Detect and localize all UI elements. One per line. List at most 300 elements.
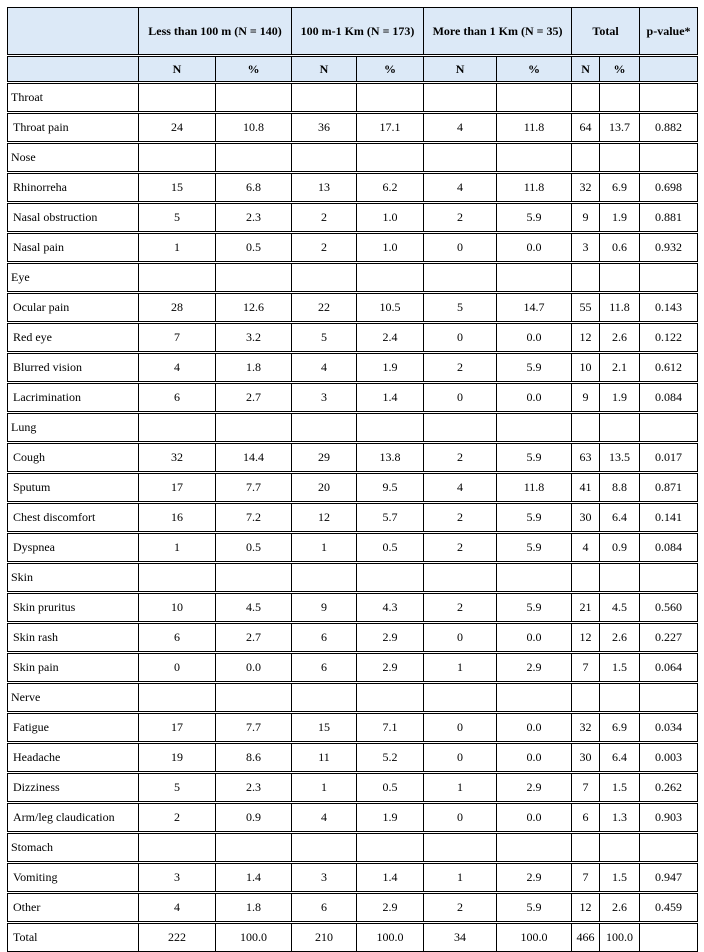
table-cell: 6.4 bbox=[600, 743, 640, 773]
header-p-value: p-value* bbox=[640, 8, 698, 56]
table-cell: 8.8 bbox=[600, 473, 640, 503]
symptoms-table bbox=[7, 7, 698, 952]
p-value-cell: 0.227 bbox=[640, 623, 698, 653]
p-value-cell: 0.612 bbox=[640, 353, 698, 383]
table-cell: 1.4 bbox=[357, 863, 424, 893]
table-cell bbox=[292, 833, 357, 863]
table-cell: 5.9 bbox=[497, 443, 572, 473]
table-cell: 3.2 bbox=[216, 323, 292, 353]
row-label: Skin pain bbox=[8, 653, 139, 683]
table-cell: 2 bbox=[424, 353, 497, 383]
header-group-less-100m: Less than 100 m (N = 140) bbox=[139, 8, 292, 56]
table-cell bbox=[497, 833, 572, 863]
table-cell: 9 bbox=[572, 203, 600, 233]
subheader-percent: % bbox=[216, 56, 292, 83]
table-cell bbox=[216, 683, 292, 713]
table-cell: 5.2 bbox=[357, 743, 424, 773]
header-group-100m-1km: 100 m-1 Km (N = 173) bbox=[292, 8, 424, 56]
table-row bbox=[8, 323, 698, 353]
row-label: Red eye bbox=[8, 323, 139, 353]
p-value-cell bbox=[640, 413, 698, 443]
table-cell bbox=[572, 563, 600, 593]
table-cell: 0.5 bbox=[216, 233, 292, 263]
table-cell: 5.7 bbox=[357, 503, 424, 533]
subheader-n: N bbox=[139, 56, 216, 83]
table-row bbox=[8, 653, 698, 683]
table-cell: 5 bbox=[292, 323, 357, 353]
table-cell: 34 bbox=[424, 923, 497, 952]
section-label: Nerve bbox=[8, 683, 139, 713]
p-value-cell: 0.947 bbox=[640, 863, 698, 893]
table-cell: 1.0 bbox=[357, 233, 424, 263]
table-cell: 11.8 bbox=[497, 173, 572, 203]
subheader-percent: % bbox=[497, 56, 572, 83]
table-cell: 6.9 bbox=[600, 713, 640, 743]
row-label: Lacrimination bbox=[8, 383, 139, 413]
table-cell: 0 bbox=[424, 323, 497, 353]
table-cell: 2.1 bbox=[600, 353, 640, 383]
table-cell: 1 bbox=[292, 773, 357, 803]
table-cell: 2.9 bbox=[357, 623, 424, 653]
table-cell: 0.5 bbox=[357, 773, 424, 803]
header-group-more-1km: More than 1 Km (N = 35) bbox=[424, 8, 572, 56]
p-value-cell: 0.064 bbox=[640, 653, 698, 683]
table-row bbox=[8, 383, 698, 413]
table-row bbox=[8, 503, 698, 533]
table-cell bbox=[139, 413, 216, 443]
table-row bbox=[8, 893, 698, 923]
table-cell: 10 bbox=[572, 353, 600, 383]
table-cell: 0 bbox=[424, 803, 497, 833]
table-cell: 2 bbox=[292, 203, 357, 233]
table-cell: 7.2 bbox=[216, 503, 292, 533]
table-row bbox=[8, 743, 698, 773]
table-cell bbox=[216, 413, 292, 443]
header-label-cell bbox=[8, 8, 139, 56]
table-cell bbox=[424, 413, 497, 443]
table-cell: 20 bbox=[292, 473, 357, 503]
table-cell: 0.9 bbox=[216, 803, 292, 833]
table-cell: 100.0 bbox=[216, 923, 292, 952]
table-cell: 2.9 bbox=[357, 653, 424, 683]
total-row bbox=[8, 923, 698, 952]
table-cell: 1.4 bbox=[357, 383, 424, 413]
subheader-percent: % bbox=[357, 56, 424, 83]
table-cell: 30 bbox=[572, 503, 600, 533]
p-value-cell: 0.262 bbox=[640, 773, 698, 803]
row-label: Arm/leg claudication bbox=[8, 803, 139, 833]
table-cell bbox=[497, 143, 572, 173]
table-cell: 1.9 bbox=[600, 383, 640, 413]
table-cell bbox=[572, 833, 600, 863]
table-cell: 5 bbox=[139, 203, 216, 233]
p-value-cell: 0.698 bbox=[640, 173, 698, 203]
table-cell: 30 bbox=[572, 743, 600, 773]
table-cell: 0.0 bbox=[497, 713, 572, 743]
table-row bbox=[8, 593, 698, 623]
table-cell: 0.9 bbox=[600, 533, 640, 563]
table-cell: 2 bbox=[424, 443, 497, 473]
table-cell: 6 bbox=[292, 623, 357, 653]
table-cell: 2 bbox=[424, 593, 497, 623]
row-label: Fatigue bbox=[8, 713, 139, 743]
table-cell bbox=[424, 263, 497, 293]
table-cell: 16 bbox=[139, 503, 216, 533]
p-value-cell: 0.034 bbox=[640, 713, 698, 743]
table-cell: 13.7 bbox=[600, 113, 640, 143]
p-value-cell: 0.932 bbox=[640, 233, 698, 263]
table-cell: 0 bbox=[424, 233, 497, 263]
table-cell bbox=[357, 143, 424, 173]
header-row-subcolumns bbox=[8, 56, 698, 83]
section-row bbox=[8, 83, 698, 113]
table-cell: 13.5 bbox=[600, 443, 640, 473]
table-cell bbox=[497, 83, 572, 113]
table-cell bbox=[497, 563, 572, 593]
table-cell: 0 bbox=[424, 623, 497, 653]
table-cell: 4.5 bbox=[600, 593, 640, 623]
table-cell: 6.2 bbox=[357, 173, 424, 203]
table-cell bbox=[216, 563, 292, 593]
table-row bbox=[8, 773, 698, 803]
table-cell: 7 bbox=[139, 323, 216, 353]
table-cell: 2.6 bbox=[600, 323, 640, 353]
subheader-n: N bbox=[572, 56, 600, 83]
section-label: Throat bbox=[8, 83, 139, 113]
p-value-cell bbox=[640, 143, 698, 173]
table-cell: 1.8 bbox=[216, 893, 292, 923]
row-label: Blurred vision bbox=[8, 353, 139, 383]
table-cell: 0.0 bbox=[216, 653, 292, 683]
table-cell: 15 bbox=[292, 713, 357, 743]
row-label: Throat pain bbox=[8, 113, 139, 143]
table-cell bbox=[357, 563, 424, 593]
table-cell: 0.0 bbox=[497, 383, 572, 413]
section-row bbox=[8, 833, 698, 863]
table-cell: 12 bbox=[572, 893, 600, 923]
row-label: Nasal pain bbox=[8, 233, 139, 263]
table-cell bbox=[357, 83, 424, 113]
table-cell bbox=[497, 683, 572, 713]
table-row bbox=[8, 233, 698, 263]
table-cell: 7.7 bbox=[216, 713, 292, 743]
row-label: Skin rash bbox=[8, 623, 139, 653]
table-cell: 4 bbox=[139, 353, 216, 383]
table-cell: 22 bbox=[292, 293, 357, 323]
table-row bbox=[8, 803, 698, 833]
table-cell: 7 bbox=[572, 773, 600, 803]
table-cell: 2.3 bbox=[216, 773, 292, 803]
table-cell: 32 bbox=[572, 173, 600, 203]
table-cell: 3 bbox=[572, 233, 600, 263]
section-label: Nose bbox=[8, 143, 139, 173]
row-label: Dizziness bbox=[8, 773, 139, 803]
table-cell: 0.5 bbox=[216, 533, 292, 563]
table-cell: 12 bbox=[572, 623, 600, 653]
table-cell: 0.5 bbox=[357, 533, 424, 563]
table-cell: 14.4 bbox=[216, 443, 292, 473]
p-value-cell bbox=[640, 833, 698, 863]
table-cell: 4 bbox=[292, 803, 357, 833]
table-cell: 2 bbox=[424, 893, 497, 923]
table-cell: 6.8 bbox=[216, 173, 292, 203]
p-value-cell bbox=[640, 83, 698, 113]
section-label: Eye bbox=[8, 263, 139, 293]
table-cell: 100.0 bbox=[357, 923, 424, 952]
table-cell: 5.9 bbox=[497, 893, 572, 923]
row-label: Headache bbox=[8, 743, 139, 773]
table-cell: 1 bbox=[424, 773, 497, 803]
table-row bbox=[8, 623, 698, 653]
table-cell bbox=[357, 683, 424, 713]
p-value-cell bbox=[640, 263, 698, 293]
table-cell: 41 bbox=[572, 473, 600, 503]
row-label: Ocular pain bbox=[8, 293, 139, 323]
table-cell: 7 bbox=[572, 653, 600, 683]
table-row bbox=[8, 173, 698, 203]
row-label: Dyspnea bbox=[8, 533, 139, 563]
table-cell: 36 bbox=[292, 113, 357, 143]
table-cell: 10.5 bbox=[357, 293, 424, 323]
table-cell: 6 bbox=[139, 623, 216, 653]
table-cell bbox=[357, 263, 424, 293]
table-cell bbox=[600, 413, 640, 443]
table-cell: 1 bbox=[424, 653, 497, 683]
table-cell: 2 bbox=[424, 533, 497, 563]
table-cell: 32 bbox=[139, 443, 216, 473]
table-cell bbox=[600, 143, 640, 173]
table-cell: 3 bbox=[292, 383, 357, 413]
table-cell: 0.0 bbox=[497, 233, 572, 263]
table-cell bbox=[292, 263, 357, 293]
table-cell: 4 bbox=[292, 353, 357, 383]
table-cell: 24 bbox=[139, 113, 216, 143]
table-cell bbox=[600, 83, 640, 113]
table-cell bbox=[424, 83, 497, 113]
header-group-total: Total bbox=[572, 8, 640, 56]
table-cell: 1 bbox=[424, 863, 497, 893]
table-cell bbox=[357, 413, 424, 443]
table-cell bbox=[357, 833, 424, 863]
table-cell bbox=[572, 413, 600, 443]
table-cell bbox=[139, 563, 216, 593]
table-cell: 1.9 bbox=[600, 203, 640, 233]
table-cell: 1 bbox=[139, 533, 216, 563]
table-cell: 4.5 bbox=[216, 593, 292, 623]
p-value-cell: 0.871 bbox=[640, 473, 698, 503]
table-cell bbox=[139, 83, 216, 113]
section-label: Skin bbox=[8, 563, 139, 593]
row-label: Other bbox=[8, 893, 139, 923]
table-cell bbox=[424, 683, 497, 713]
table-cell: 100.0 bbox=[600, 923, 640, 952]
table-cell: 19 bbox=[139, 743, 216, 773]
table-cell bbox=[424, 833, 497, 863]
table-cell bbox=[600, 263, 640, 293]
table-cell: 210 bbox=[292, 923, 357, 952]
table-cell: 2.9 bbox=[357, 893, 424, 923]
table-cell: 5 bbox=[424, 293, 497, 323]
table-cell: 0.6 bbox=[600, 233, 640, 263]
table-cell: 4 bbox=[424, 173, 497, 203]
table-cell: 1 bbox=[139, 233, 216, 263]
table-cell: 6 bbox=[572, 803, 600, 833]
p-value-cell: 0.084 bbox=[640, 533, 698, 563]
table-cell: 5.9 bbox=[497, 533, 572, 563]
table-row bbox=[8, 443, 698, 473]
p-value-cell: 0.003 bbox=[640, 743, 698, 773]
table-cell: 0.0 bbox=[497, 323, 572, 353]
table-cell: 9 bbox=[572, 383, 600, 413]
table-cell: 2 bbox=[139, 803, 216, 833]
table-cell bbox=[139, 683, 216, 713]
table-cell bbox=[497, 263, 572, 293]
row-label: Nasal obstruction bbox=[8, 203, 139, 233]
table-cell: 100.0 bbox=[497, 923, 572, 952]
table-cell: 11.8 bbox=[600, 293, 640, 323]
table-cell: 2 bbox=[292, 233, 357, 263]
table-cell: 0 bbox=[424, 713, 497, 743]
table-cell bbox=[292, 83, 357, 113]
table-cell: 11 bbox=[292, 743, 357, 773]
table-cell: 17 bbox=[139, 713, 216, 743]
table-cell: 1.0 bbox=[357, 203, 424, 233]
table-cell: 2.4 bbox=[357, 323, 424, 353]
table-cell: 5.9 bbox=[497, 203, 572, 233]
table-cell: 13 bbox=[292, 173, 357, 203]
table-cell: 4 bbox=[424, 473, 497, 503]
section-row bbox=[8, 683, 698, 713]
table-cell: 10.8 bbox=[216, 113, 292, 143]
table-cell: 7.1 bbox=[357, 713, 424, 743]
table-cell bbox=[572, 683, 600, 713]
p-value-cell: 0.143 bbox=[640, 293, 698, 323]
table-cell: 6.9 bbox=[600, 173, 640, 203]
p-value-cell: 0.882 bbox=[640, 113, 698, 143]
p-value-cell: 0.560 bbox=[640, 593, 698, 623]
table-cell: 7 bbox=[572, 863, 600, 893]
row-label: Sputum bbox=[8, 473, 139, 503]
table-cell: 2.7 bbox=[216, 623, 292, 653]
p-value-cell: 0.017 bbox=[640, 443, 698, 473]
section-row bbox=[8, 563, 698, 593]
table-cell: 5.9 bbox=[497, 503, 572, 533]
table-cell: 11.8 bbox=[497, 113, 572, 143]
row-label: Rhinorreha bbox=[8, 173, 139, 203]
table-row bbox=[8, 203, 698, 233]
table-cell bbox=[139, 263, 216, 293]
table-cell: 8.6 bbox=[216, 743, 292, 773]
table-row bbox=[8, 293, 698, 323]
table-cell: 1 bbox=[292, 533, 357, 563]
table-cell bbox=[139, 143, 216, 173]
table-cell: 12 bbox=[292, 503, 357, 533]
table-cell: 2.6 bbox=[600, 893, 640, 923]
table-cell: 11.8 bbox=[497, 473, 572, 503]
table-cell: 5.9 bbox=[497, 593, 572, 623]
table-cell: 14.7 bbox=[497, 293, 572, 323]
table-cell bbox=[572, 83, 600, 113]
table-cell: 3 bbox=[139, 863, 216, 893]
table-cell bbox=[424, 563, 497, 593]
table-cell: 17 bbox=[139, 473, 216, 503]
table-cell: 1.9 bbox=[357, 803, 424, 833]
table-cell: 2.9 bbox=[497, 653, 572, 683]
table-cell bbox=[424, 143, 497, 173]
table-cell: 63 bbox=[572, 443, 600, 473]
table-row bbox=[8, 113, 698, 143]
table-cell: 6.4 bbox=[600, 503, 640, 533]
table-cell bbox=[600, 563, 640, 593]
table-cell: 2.9 bbox=[497, 863, 572, 893]
table-cell: 7.7 bbox=[216, 473, 292, 503]
subheader-label-cell bbox=[8, 56, 139, 83]
table-cell: 1.4 bbox=[216, 863, 292, 893]
table-cell: 0 bbox=[424, 383, 497, 413]
table-cell bbox=[216, 143, 292, 173]
table-cell bbox=[216, 83, 292, 113]
p-value-cell bbox=[640, 683, 698, 713]
table-cell: 2.7 bbox=[216, 383, 292, 413]
subheader-p-value-cell bbox=[640, 56, 698, 83]
table-cell: 0.0 bbox=[497, 623, 572, 653]
row-label: Skin pruritus bbox=[8, 593, 139, 623]
table-cell: 466 bbox=[572, 923, 600, 952]
table-cell: 1.5 bbox=[600, 653, 640, 683]
table-body bbox=[8, 83, 698, 952]
table-cell: 2.3 bbox=[216, 203, 292, 233]
table-row bbox=[8, 473, 698, 503]
header-row-groups bbox=[8, 8, 698, 56]
table-cell bbox=[139, 833, 216, 863]
table-cell: 10 bbox=[139, 593, 216, 623]
p-value-cell: 0.122 bbox=[640, 323, 698, 353]
table-cell: 13.8 bbox=[357, 443, 424, 473]
table-cell: 4 bbox=[572, 533, 600, 563]
table-cell: 1.5 bbox=[600, 773, 640, 803]
table-cell: 1.5 bbox=[600, 863, 640, 893]
p-value-cell: 0.084 bbox=[640, 383, 698, 413]
table-cell bbox=[572, 143, 600, 173]
row-label: Cough bbox=[8, 443, 139, 473]
table-cell: 9.5 bbox=[357, 473, 424, 503]
section-label: Stomach bbox=[8, 833, 139, 863]
section-row bbox=[8, 263, 698, 293]
table-cell: 0.0 bbox=[497, 803, 572, 833]
table-cell: 0 bbox=[424, 743, 497, 773]
table-cell bbox=[216, 263, 292, 293]
table-cell: 55 bbox=[572, 293, 600, 323]
row-label: Vomiting bbox=[8, 863, 139, 893]
table-cell bbox=[216, 833, 292, 863]
p-value-cell bbox=[640, 923, 698, 952]
section-row bbox=[8, 143, 698, 173]
table-cell: 2.9 bbox=[497, 773, 572, 803]
table-cell: 0 bbox=[139, 653, 216, 683]
p-value-cell: 0.459 bbox=[640, 893, 698, 923]
table-cell: 17.1 bbox=[357, 113, 424, 143]
table-cell: 6 bbox=[139, 383, 216, 413]
table-cell: 2.6 bbox=[600, 623, 640, 653]
table-cell: 4.3 bbox=[357, 593, 424, 623]
table-cell: 32 bbox=[572, 713, 600, 743]
table-cell: 222 bbox=[139, 923, 216, 952]
table-row bbox=[8, 353, 698, 383]
table-cell: 4 bbox=[139, 893, 216, 923]
p-value-cell: 0.881 bbox=[640, 203, 698, 233]
table-cell: 28 bbox=[139, 293, 216, 323]
table-cell: 5.9 bbox=[497, 353, 572, 383]
